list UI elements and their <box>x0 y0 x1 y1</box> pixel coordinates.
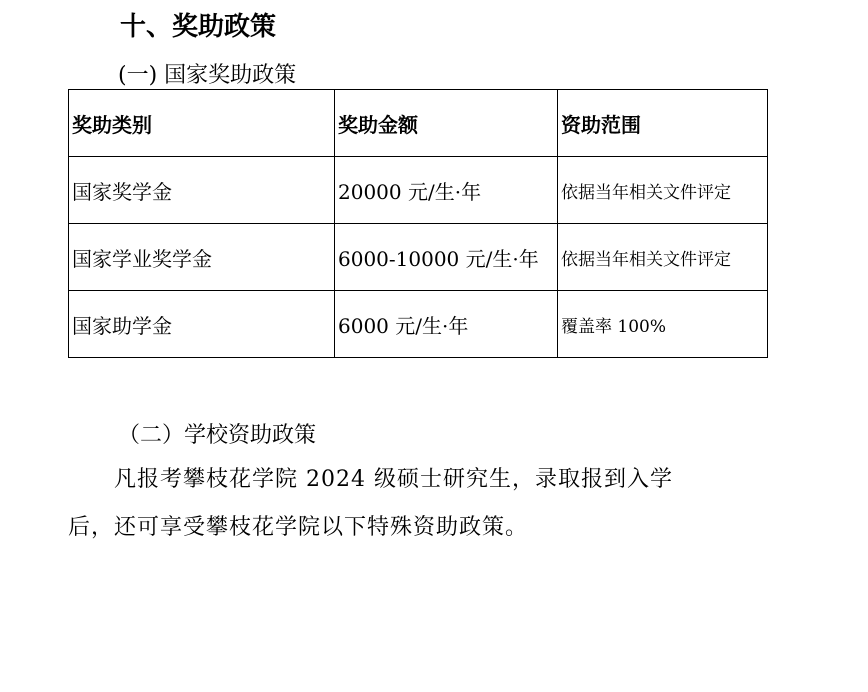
cell-amount: 6000 元/生·年 <box>335 291 558 358</box>
paragraph-line-2: 后，还可享受攀枝花学院以下特殊资助政策。 <box>68 515 529 540</box>
aid-policy-table <box>68 89 768 358</box>
table-header-row <box>69 90 768 157</box>
cell-category: 国家学业奖学金 <box>69 224 335 291</box>
header-amount: 奖助金额 <box>335 90 558 157</box>
cell-category: 国家助学金 <box>69 291 335 358</box>
cell-scope: 依据当年相关文件评定 <box>558 157 768 224</box>
cell-amount: 20000 元/生·年 <box>335 157 558 224</box>
cell-scope: 依据当年相关文件评定 <box>558 224 768 291</box>
table-row <box>69 224 768 291</box>
cell-category: 国家奖学金 <box>69 157 335 224</box>
subsection-title-school: （二）学校资助政策 <box>118 423 317 448</box>
cell-scope: 覆盖率 100% <box>558 291 768 358</box>
paragraph-line-1: 凡报考攀枝花学院 2024 级硕士研究生，录取报到入学 <box>114 467 673 492</box>
policy-paragraph <box>68 456 768 552</box>
cell-amount: 6000-10000 元/生·年 <box>335 224 558 291</box>
table-row <box>69 157 768 224</box>
table-row <box>69 291 768 358</box>
subsection-title-national: (一) 国家奖助政策 <box>118 63 297 88</box>
header-scope: 资助范围 <box>558 90 768 157</box>
header-category: 奖助类别 <box>69 90 335 157</box>
section-title: 十、奖助政策 <box>120 12 277 42</box>
